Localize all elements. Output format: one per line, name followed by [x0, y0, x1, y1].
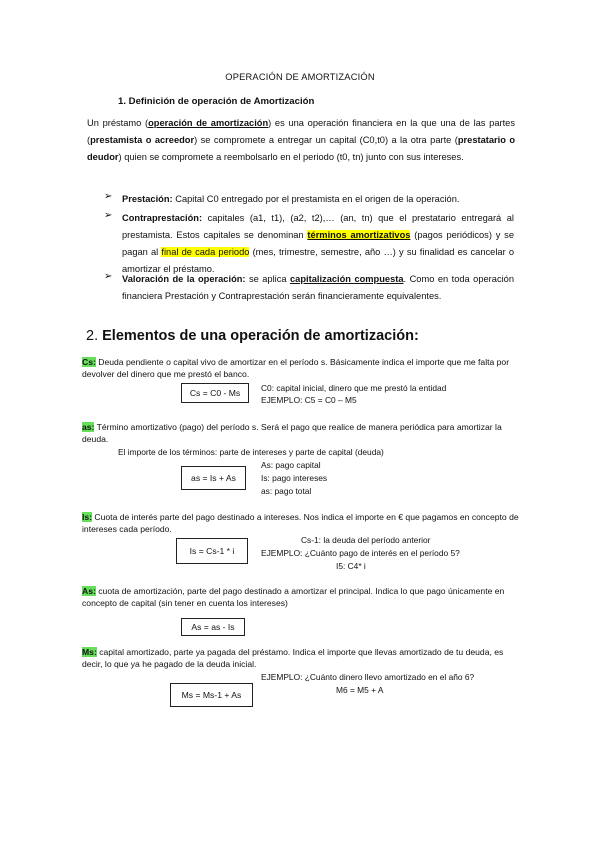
- formula-as-capital-box: As = as - Is: [181, 618, 245, 636]
- terms-subheading: El importe de los términos: parte de intereses y parte de capital (deuda): [118, 447, 384, 457]
- term-prestatario: prestatario o deudor: [87, 135, 516, 162]
- item-cs-description: Cs: Deuda pendiente o capital vivo de amortizar en el período s. Básicamente indica el importe que me falta por devolver del dinero que me prestó el banco.: [82, 357, 510, 379]
- item-is-description: Is: Cuota de interés parte del pago destinado a intereses. Nos indica el importe en € que pagamos en concepto de intereses cada período.: [82, 512, 519, 534]
- document-title: OPERACIÓN DE AMORTIZACIÓN: [225, 72, 375, 82]
- note-as-total: as: pago total: [261, 486, 312, 496]
- item-as-capital-description: As: cuota de amortización, parte del pago destinado a amortizar el principal. Indica lo que pago únicamente en concepto de capital (sin tener en cuenta los intereses): [82, 586, 505, 608]
- bullet-prestacion: Prestación: Capital C0 entregado por el prestamista en el origen de la operación.: [122, 194, 460, 204]
- formula-ms-box: Ms = Ms-1 + As: [170, 683, 253, 707]
- tag-as: as:: [82, 422, 95, 432]
- section-2-heading: 2. Elementos de una operación de amortización:: [86, 328, 419, 344]
- note-example-m6: EJEMPLO: ¿Cuánto dinero llevo amortizado en el año 6?: [261, 672, 475, 682]
- formula-as-box: as = Is + As: [181, 466, 246, 490]
- arrow-bullet-icon: ➢: [104, 271, 113, 282]
- note-example-i5: EJEMPLO: ¿Cuánto pago de interés en el período 5?: [261, 548, 460, 558]
- item-as-description: as: Término amortizativo (pago) del período s. Será el pago que realice de manera periódica para amortizar la deuda.: [82, 422, 502, 444]
- section-1-heading: 1. Definición de operación de Amortización: [118, 96, 315, 107]
- arrow-bullet-icon: ➢: [104, 210, 113, 221]
- note-is-intereses: Is: pago intereses: [261, 473, 328, 483]
- bullet-valoracion: Valoración de la operación: se aplica capitalización compuesta. Como en toda operación financiera Prestación y Contraprestación serán financieramente equivalentes.: [122, 274, 515, 301]
- note-i5-formula: I5: C4* i: [336, 561, 366, 571]
- item-ms-description: Ms: capital amortizado, parte ya pagada del préstamo. Indica el importe que llevas amortizado de tu deuda, es decir, lo que ya he pagado de la deuda inicial.: [82, 647, 504, 669]
- formula-is-box: Is = Cs-1 * i: [176, 538, 248, 564]
- note-cs-1: Cs-1: la deuda del período anterior: [301, 535, 431, 545]
- note-as-capital: As: pago capital: [261, 460, 321, 470]
- term-prestamista: prestamista o acreedor: [90, 135, 195, 145]
- tag-ms: Ms:: [82, 647, 97, 657]
- highlight-terminos-amortizativos: términos amortizativos: [307, 230, 411, 240]
- bullet-contraprestacion: Contraprestación: capitales (a1, t1), (a2, t2),… (an, tn) que el prestatario entregará al prestamista. Estos capitales se denominan términos amortizativos (pagos periódicos) y se pagan al final de cada periodo (mes, trimestre, semestre, año …) y su finalidad es cancelar o amortizar el préstamo.: [122, 213, 514, 274]
- note-c0: C0: capital inicial, dinero que me prestó la entidad: [261, 383, 447, 393]
- tag-cs: Cs:: [82, 357, 96, 367]
- tag-as-capital: As:: [82, 586, 96, 596]
- arrow-bullet-icon: ➢: [104, 191, 113, 202]
- tag-is: Is:: [82, 512, 93, 522]
- formula-cs-box: Cs = C0 - Ms: [181, 383, 249, 403]
- intro-paragraph: Un préstamo (operación de amortización) es una operación financiera en la que una de las partes (prestamista o acreedor) se compromete a entregar un capital (C0,t0) a la otra parte (prestatario o deudor) quien se compromete a reembolsarlo en el periodo (t0, tn) junto con sus intereses.: [87, 118, 516, 162]
- term-operacion-amortizacion: operación de amortización: [148, 118, 269, 128]
- highlight-final-periodo: final de cada periodo: [161, 247, 250, 257]
- note-m6-formula: M6 = M5 + A: [336, 685, 384, 695]
- note-example-c5: EJEMPLO: C5 = C0 – M5: [261, 395, 357, 405]
